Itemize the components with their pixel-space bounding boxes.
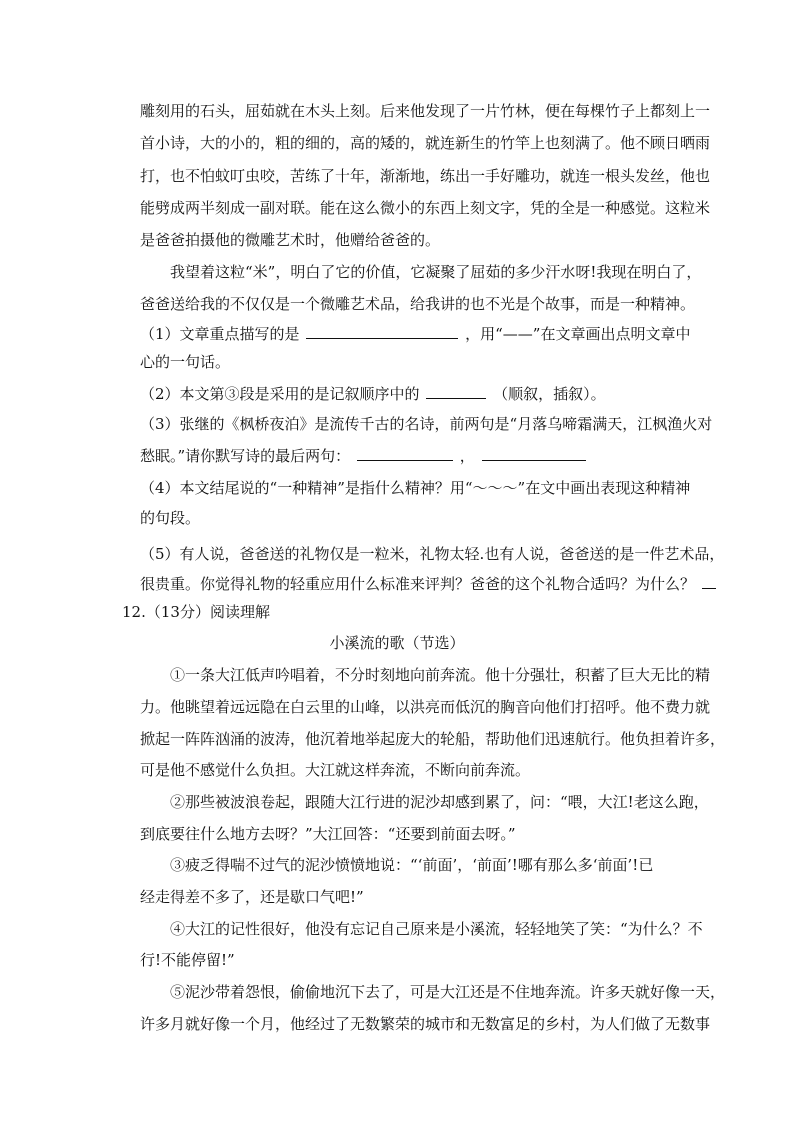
passage-line: 是爸爸拍摄他的微雕艺术时，他赠给爸爸的。 [140, 231, 441, 249]
passage-line: 打，也不怕蚊叮虫咬，苦练了十年，渐渐地，练出一手好雕功，就连一根头发丝，他也 [140, 167, 711, 185]
passage-line: 可是他不感觉什么负担。大江就这样奔流，不断向前奔流。 [140, 761, 531, 779]
passage-line: 雕刻用的石头，屈茹就在木头上刻。后来他发现了一片竹林，便在每棵竹子上都刻上一 [140, 102, 711, 120]
question-4: （4）本文结尾说的“一种精神”是指什么精神？用“～～～”在文中画出表现这种精神 [140, 479, 691, 497]
answer-blank[interactable] [702, 574, 716, 589]
passage-line: 经走得差不多了，还是歇口气吧!” [140, 888, 364, 906]
passage-line: 许多月就好像一个月，他经过了无数繁荣的城市和无数富足的乡村，为人们做了无数事 [140, 1015, 711, 1033]
answer-blank[interactable] [482, 446, 586, 461]
passage-line: 掀起一阵阵汹涌的波涛，他沉着地举起庞大的轮船，帮助他们迅速航行。他负担着许多， [140, 730, 726, 748]
question-text: （顺叙，插叙）。 [493, 385, 606, 403]
closing-paragraph-line: 我望着这粒“米”，明白了它的价值，它凝聚了屈茹的多少汗水呀!我现在明白了， [170, 263, 702, 281]
question-3-continued [140, 446, 680, 466]
question-3: （3）张继的《枫桥夜泊》是流传千古的名诗，前两句是“月落乌啼霜满天，江枫渔火对 [140, 415, 713, 433]
passage-line: 首小诗，大的小的，粗的细的，高的矮的，就连新生的竹竿上也刻满了。他不顾日晒雨 [140, 134, 711, 152]
answer-blank[interactable] [426, 384, 486, 399]
answer-blank[interactable] [306, 324, 458, 339]
passage-line: 力。他眺望着远远隐在白云里的山峰，以洪亮而低沉的胸音向他们打招呼。他不费力就 [140, 698, 711, 716]
question-text: ，用“——”在文章画出点明文章中 [465, 325, 691, 343]
separator: ， [459, 447, 475, 465]
closing-paragraph-line: 爸爸送给我的不仅仅是一个微雕艺术品，给我讲的也不光是个故事，而是一种精神。 [140, 295, 696, 313]
question-text: 很贵重。你觉得礼物的轻重应用什么标准来评判？爸爸的这个礼物合适吗？为什么？ [140, 575, 696, 593]
question-text: （1）文章重点描写的是 [140, 325, 300, 343]
section-header: 12.（13分）阅读理解 [122, 603, 270, 621]
passage-line: 行!不能停留!” [140, 951, 235, 969]
answer-blank[interactable] [357, 446, 453, 461]
passage-line: ①一条大江低声吟唱着，不分时刻地向前奔流。他十分强壮，积蓄了巨大无比的精 [170, 666, 711, 684]
passage-line: 能劈成两半刻成一副对联。能在这么微小的东西上刻文字，凭的全是一种感觉。这粒米 [140, 199, 711, 217]
passage-line: 到底要往什么地方去呀？”大江回答：“还要到前面去呀。” [140, 825, 516, 843]
question-5: （5）有人说，爸爸送的礼物仅是一粒米，礼物太轻.也有人说，爸爸送的是一件艺术品， [140, 545, 725, 563]
question-text: （2）本文第③段是采用的是记叙顺序中的 [140, 385, 420, 403]
passage-line: ②那些被波浪卷起，跟随大江行进的泥沙却感到累了，问：“喂，大江!老这么跑， [170, 793, 709, 811]
question-5-continued [140, 574, 696, 594]
passage-line: ⑤泥沙带着怨恨，偷偷地沉下去了，可是大江还是不住地奔流。许多天就好像一天， [170, 983, 726, 1001]
passage-line: ④大江的记性很好，他没有忘记自己原来是小溪流，轻轻地笑了笑：“为什么？不 [170, 920, 703, 938]
passage-line: ③疲乏得喘不过气的泥沙愤愤地说：“‘前面’，‘前面’!哪有那么多‘前面’!已 [170, 856, 654, 874]
question-4-continued: 的句段。 [140, 509, 201, 527]
question-1-continued: 心的一句话。 [140, 353, 231, 371]
question-text: 愁眠。”请你默写诗的最后两句： [140, 447, 351, 465]
question-1 [140, 324, 691, 344]
question-2 [140, 384, 680, 404]
passage-title: 小溪流的歌（节选） [329, 634, 465, 652]
